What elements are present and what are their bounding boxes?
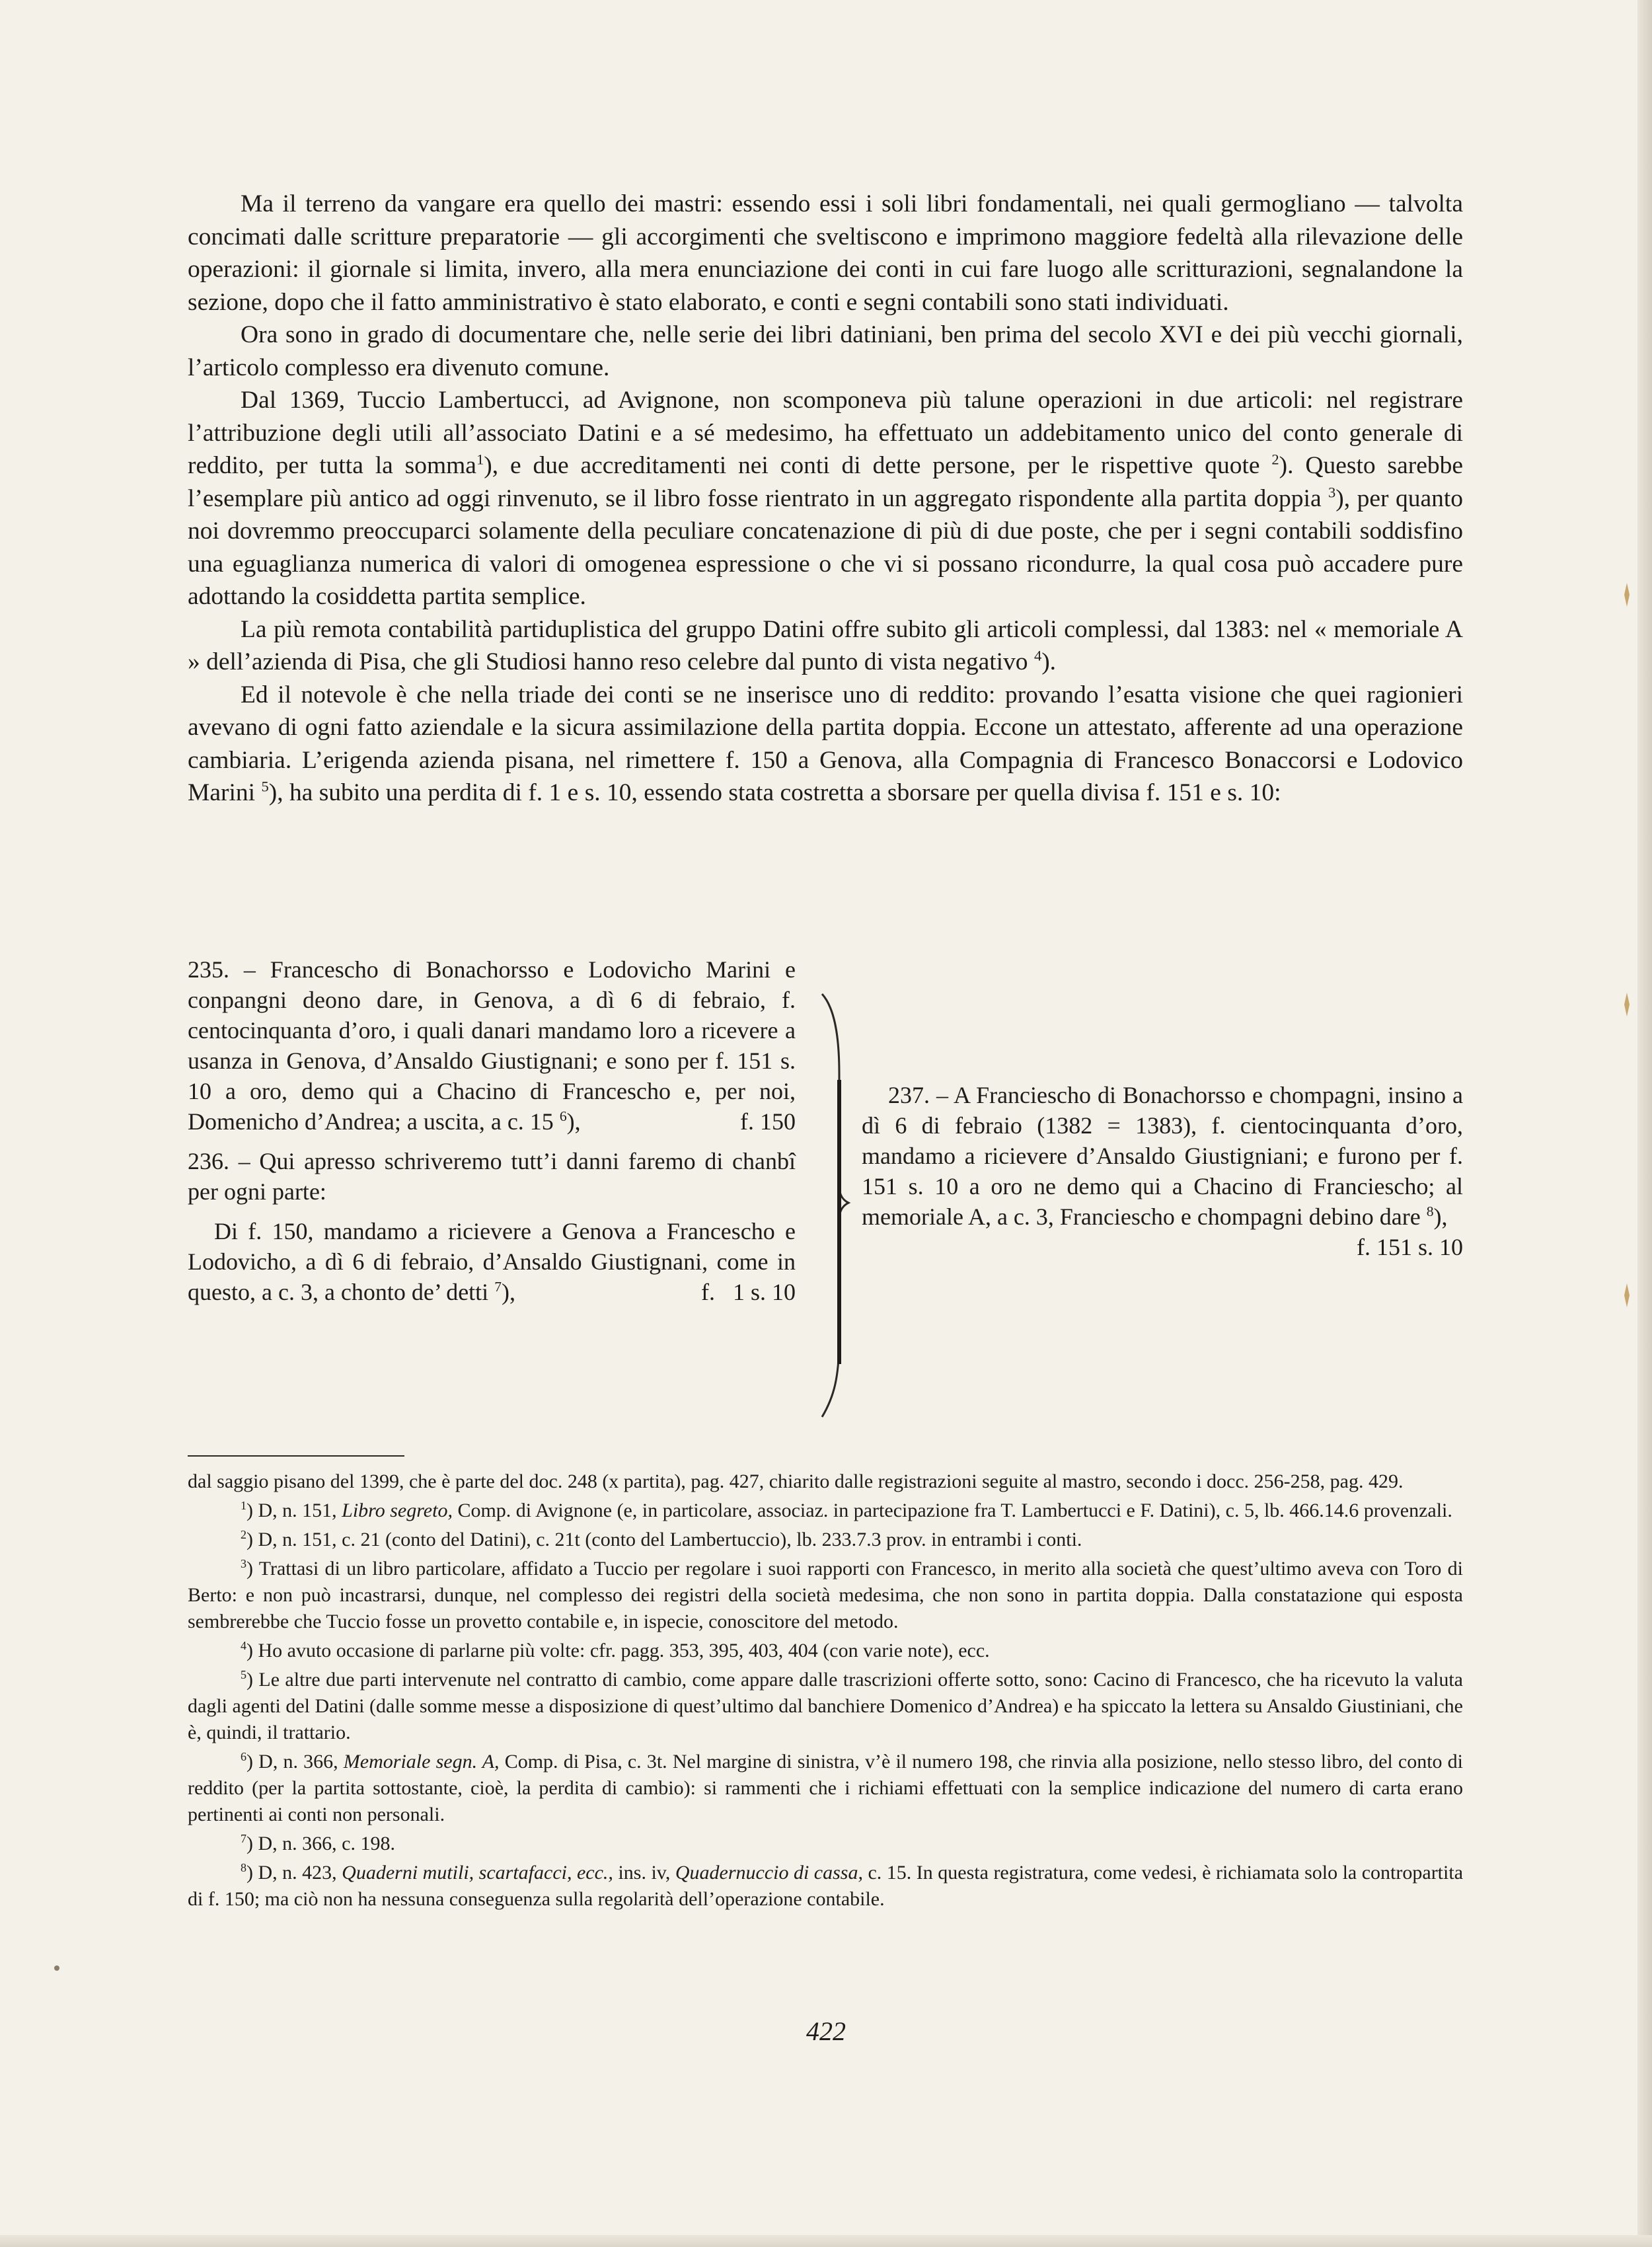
footnote-6-text-b: Comp. di Pisa, c. 3t. Nel margine di sinistra, v’è il numero 198, che rinvia alla posizione, nello stesso libro, del conto di reddito (per la partita sottostante, cioè, la perdita di cambio): si rammenti che i richiami effettuati con la semplice indicazione del numero di carta erano pertinenti ai conti non personali. xyxy=(188,1751,1464,1825)
debit-column xyxy=(188,954,796,1316)
footnote-2-label: 2 xyxy=(241,1528,246,1541)
footnote-6 xyxy=(188,1749,1463,1828)
entry-236-text: Di f. 150, mandamo a ricievere a Genova a Francescho e Lodovicho, a dì 6 di febraio, d’Ansaldo Giustignani, come in questo, a c. 3, a chonto de’ detti xyxy=(188,1218,796,1305)
paragraph-5-part-a: Ed il notevole è che nella triade dei conti se ne inserisce uno di reddito: provando l’esatta visione che quei ragionieri avevano di ogni fatto aziendale e la sicura assimilazione della partita doppia. Eccone un attestato, afferente ad una operazione cambiaria. L’erigenda azienda pisana, nel rimettere f. 150 a Genova, alla Compagnia di Francesco Bonaccorsi e Lodovico Marini xyxy=(188,681,1463,806)
footnote-8-text-b: ins. iv, xyxy=(613,1862,675,1884)
page-bottom-edge xyxy=(0,2235,1652,2247)
footnote-3-label: 3 xyxy=(241,1557,246,1570)
paragraph-3-part-d: , per quanto noi dovremmo preoccuparci solamente della peculiare concatenazione di più di due poste, che per i segni contabili soddisfino una eguaglianza numerica di valori di omogenea espressione o che vi si possano ricondurre, la qual cosa può accadere pure adottando la cosiddetta partita semplice. xyxy=(188,484,1464,610)
paragraph-2: Ora sono in grado di documentare che, nelle serie dei libri datiniani, ben prima del secolo XVI e dei più vecchi giornali, l’articolo complesso era divenuto comune. xyxy=(188,321,1463,381)
paragraph-4-part-a: La più remota contabilità partiduplistica del gruppo Datini offre subito gli articoli complessi, dal 1383: nel « memoriale A » dell’azienda di Pisa, che gli Studiosi hanno reso celebre dal punto di vista negativo xyxy=(188,615,1463,675)
footnote-8-text-a: ) D, n. 423, xyxy=(246,1862,342,1884)
entry-235 xyxy=(188,954,796,1137)
entry-237-amount: f. 151 s. 10 xyxy=(1357,1234,1463,1260)
footnote-ref-4: 4 xyxy=(1033,647,1042,664)
footnote-7-text: ) D, n. 366, c. 198. xyxy=(246,1833,395,1854)
footnote-1-label: 1 xyxy=(241,1499,246,1512)
footnote-4 xyxy=(188,1638,1463,1664)
entry-236 xyxy=(188,1216,796,1307)
paragraph-3-part-c: . Questo sarebbe l’esemplare più antico ad oggi rinvenuto, se il libro fosse rientrato in un aggregato rispondente alla partita doppia xyxy=(188,452,1464,512)
paragraph-3: Dal 1369, Tuccio Lambertucci, ad Avignone, non scomponeva più talune operazioni in due articoli: nel registrare l’attribuzione degli utili all’associato Datini e a sé medesimo, ha effettuato un addebitamento unico del conto generale di reddito, per tutta la somma$^1$), e due accreditamenti nei conti di dette persone, per le rispettive quote $^2$). Questo sarebbe l’esemplare più antico ad oggi rinvenuto, se il libro fosse rientrato in un aggregato rispondente alla partita doppia $^3$), per quanto noi dovremmo preoccuparci solamente della peculiare concatenazione di più di due poste, che per i segni contabili soddisfino una eguaglianza numerica di valori di omogenea espressione o che vi si possano ricondurre, la qual cosa può accadere pure adottando la cosiddetta partita semplice. xyxy=(188,387,1464,610)
credit-column xyxy=(862,1080,1463,1262)
footnote-1 xyxy=(188,1498,1463,1524)
entry-235-amount: f. 150 xyxy=(740,1108,796,1135)
entry-235-text: 235. – Francescho di Bonachorsso e Lodovicho Marini e conpangni deono dare, in Genova, a dì 6 di febraio, f. centocinquanta d’oro, i quali danari mandamo loro a ricevere a usanza in Genova, d’Ansaldo Giustignani; e sono per f. 151 s. 10 a oro, demo qui a Chacino di Francescho e, per noi, Domenicho d’Andrea; a uscita, a c. 15 xyxy=(188,956,796,1135)
paragraph-4-part-b: ). xyxy=(1041,648,1057,675)
footnote-8-text-c: c. 15. In questa registratura, come vedesi, è richiamata solo la contropartita di f. 150; ma ciò non ha nessuna conseguenza sulla regolarità dell’operazione contabile. xyxy=(188,1862,1464,1910)
footnotes xyxy=(188,1468,1463,1915)
paragraph-3-part-a: Dal 1369, Tuccio Lambertucci, ad Avignone, non scomponeva più talune operazioni in due articoli: nel registrare l’attribuzione degli utili all’associato Datini e a sé medesimo, ha effettuato un addebitamento unico del conto generale di reddito, per tutta la somma xyxy=(188,387,1463,479)
footnote-continuation: dal saggio pisano del 1399, che è parte del doc. 248 (x partita), pag. 427, chiarito dalle registrazioni seguite al mastro, secondo i docc. 256-258, pag. 429. xyxy=(188,1470,1404,1492)
footnote-2-text: ) D, n. 151, c. 21 (conto del Datini), c. 21t (conto del Lambertuccio), lb. 233.7.3 prov. in entrambi i conti. xyxy=(246,1529,1082,1550)
footnote-8-title-1: Quaderni mutili, scartafacci, ecc., xyxy=(342,1862,613,1884)
footnote-8-title-2: Quadernuccio di cassa, xyxy=(675,1862,863,1884)
paragraph-1: Ma il terreno da vangare era quello dei mastri: essendo essi i soli libri fondamentali, nei quali germogliano — talvolta concimati dalle scritture preparatorie — gli accorgimenti che sveltiscono e imprimono maggiore fedeltà alla rilevazione delle operazioni: il giornale si limita, invero, alla mera enunciazione dei conti in cui fare luogo alle scritturazioni, segnalandone la sezione, dopo che il fatto amministrativo è stato elaborato, e conti e segni contabili sono stati individuati. xyxy=(188,190,1463,316)
paragraph-5-part-b: ), ha subito una perdita di f. 1 e s. 10, essendo stata costretta a sborsare per quella divisa f. 151 e s. 10: xyxy=(268,779,1281,806)
footnote-8-label: 8 xyxy=(241,1861,246,1874)
entry-235-footnote-ref: 6 xyxy=(559,1108,567,1124)
entry-235-tail: ), xyxy=(566,1108,581,1135)
entry-236-heading: 236. – Qui apresso schriveremo tutt’i danni faremo di chanbî per ogni parte: xyxy=(188,1148,796,1205)
page-number: 422 xyxy=(806,2016,846,2046)
paragraph-4 xyxy=(188,613,1463,679)
paragraph-3-part-b: , e due accreditamenti nei conti di dette persone, per le rispettive quote xyxy=(492,452,1260,479)
main-text xyxy=(188,188,1463,810)
footnote-1-title: Libro segreto, xyxy=(342,1500,453,1521)
brace-separator xyxy=(814,968,854,1430)
footnote-6-title: Memoriale segn. A, xyxy=(343,1751,500,1772)
entry-237-tail: ), xyxy=(1433,1203,1448,1230)
entry-237-footnote-ref: 8 xyxy=(1426,1203,1434,1219)
footnote-6-text-a: ) D, n. 366, xyxy=(246,1751,344,1772)
entry-236-amount: f. 1 s. 10 xyxy=(701,1279,796,1305)
footnote-6-label: 6 xyxy=(241,1750,246,1763)
footnote-3-text: ) Trattasi di un libro particolare, affidato a Tuccio per regolare i suoi rapporti con Francesco, in merito alla società che quest’ultimo aveva con Toro di Berto: e non può incastrarsi, dunque, nel complesso dei registri della società medesima, che non sono in partita doppia. Dalla constatazione qui esposta sembrerebbe che Tuccio fosse un provetto contabile e, in ispecie, conoscitore del metodo. xyxy=(188,1558,1463,1632)
entry-236-tail: ), xyxy=(501,1279,515,1305)
footnote-5-label: 5 xyxy=(241,1668,246,1681)
margin-mark xyxy=(50,1961,63,1975)
page-edge-shadow xyxy=(1637,0,1652,2247)
footnote-1-text-b: Comp. di Avignone (e, in particolare, associaz. in partecipazione fra T. Lambertucci e F. Datini), c. 5, lb. 466.14.6 provenzali. xyxy=(452,1500,1452,1521)
entry-236-footnote-ref: 7 xyxy=(494,1279,502,1295)
footnote-7-label: 7 xyxy=(241,1832,246,1845)
entry-237 xyxy=(862,1080,1463,1260)
footnote-ref-3: 3 xyxy=(1328,484,1336,500)
footnote-ref-1: 1 xyxy=(476,451,484,468)
margin-mark xyxy=(1620,991,1633,1018)
footnote-1-text-a: ) D, n. 151, xyxy=(246,1500,342,1521)
margin-mark xyxy=(1620,1282,1633,1309)
footnote-2 xyxy=(188,1527,1463,1553)
footnote-7 xyxy=(188,1831,1463,1857)
footnote-ref-5: 5 xyxy=(261,778,269,795)
ledger-entries xyxy=(188,954,1463,1437)
footnote-4-text: ) Ho avuto occasione di parlarne più volte: cfr. pagg. 353, 395, 403, 404 (con varie note), ecc. xyxy=(246,1640,990,1661)
footnote-4-label: 4 xyxy=(241,1639,246,1652)
footnote-8 xyxy=(188,1860,1463,1913)
footnote-5-text: ) Le altre due parti intervenute nel contratto di cambio, come appare dalle trascrizioni offerte sotto, sono: Cacino di Francesco, che ha ricevuto la valuta dagli agenti del Datini (dalle somme messe a disposizione di quest’ultimo dal banchiere Domenico d’Andrea) e ha spiccato la lettera su Ansaldo Giustiniani, che è, quindi, il trattario. xyxy=(188,1669,1463,1743)
footnote-3 xyxy=(188,1556,1463,1635)
paragraph-5 xyxy=(188,679,1463,810)
footnote-5 xyxy=(188,1667,1463,1746)
footnote-rule xyxy=(188,1455,404,1457)
footnote-ref-2: 2 xyxy=(1271,451,1279,468)
margin-mark xyxy=(1620,582,1633,608)
entry-237-text: 237. – A Franciescho di Bonachorsso e chompagni, insino a dì 6 di febraio (1382 = 1383), f. cientocinquanta d’oro, mandamo a ricievere d’Ansaldo Giustigniani; e furono per f. 151 s. 10 a oro ne demo qui a Chacino di Franciescho; al memoriale A, a c. 3, Franciescho e chompagni debino dare xyxy=(862,1082,1463,1230)
